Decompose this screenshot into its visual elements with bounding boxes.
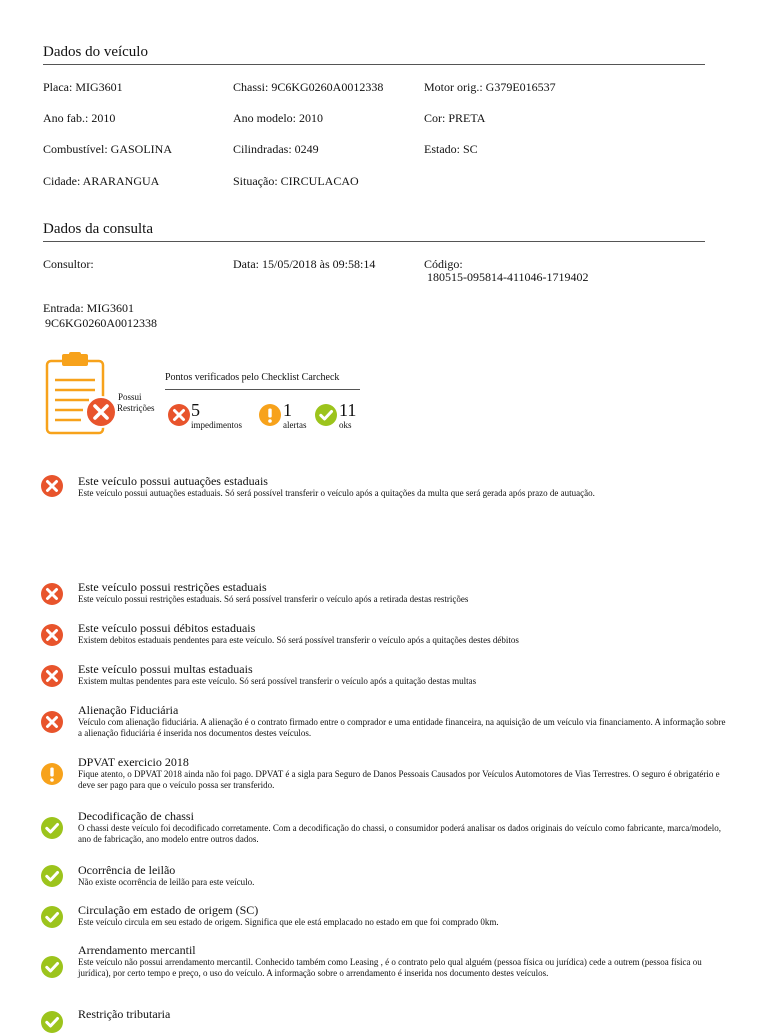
warning-icon: [39, 761, 65, 787]
check-item-desc: Existem multas pendentes para este veículo. Só será possível transferir o veículo após a quitação destas multas: [78, 676, 477, 686]
check-item-desc: Este veículo circula em seu estado de origem. Significa que ele está emplacado no estado em que foi comprado 0km.: [78, 917, 499, 927]
check-icon: [39, 1009, 65, 1035]
field-ano-modelo: Ano modelo: 2010: [233, 111, 323, 125]
restriction-status-line1: Possui: [118, 392, 142, 402]
field-codigo-value: 180515-095814-411046-1719402: [427, 270, 589, 284]
check-icon: [39, 954, 65, 980]
vehicle-section-title: Dados do veículo: [43, 44, 148, 60]
impedimentos-count: 5: [191, 400, 200, 420]
field-combustivel: Combustível: GASOLINA: [43, 142, 172, 156]
field-estado: Estado: SC: [424, 142, 478, 156]
section-divider: [43, 241, 705, 242]
alertas-label: alertas: [283, 420, 307, 430]
error-icon: [39, 663, 65, 689]
check-item-title: Decodificação de chassi: [78, 809, 194, 823]
alertas-icon: [257, 402, 283, 428]
field-entrada-chassi: 9C6KG0260A0012338: [45, 316, 158, 330]
checklist-divider: [165, 389, 360, 390]
check-item-title: Arrendamento mercantil: [78, 943, 196, 957]
check-item-title: Este veículo possui multas estaduais: [78, 662, 253, 676]
impedimentos-label: impedimentos: [191, 420, 242, 430]
alertas-count: 1: [283, 400, 292, 420]
field-entrada: Entrada: MIG3601: [43, 301, 134, 315]
check-item-desc: Veículo com alienação fiduciária. A alienação é o contrato firmado entre o comprador e uma entidade financeira, na aquisição de um veículo via financiamento. A informação sobre a alienação fiduciária é inserida nos documentos destes veículos.: [78, 717, 726, 738]
oks-count: 11: [339, 400, 357, 420]
check-item-title: Restrição tributaria: [78, 1007, 171, 1021]
field-motor: Motor orig.: G379E016537: [424, 80, 556, 94]
field-chassi: Chassi: 9C6KG0260A0012338: [233, 80, 384, 94]
oks-icon: [313, 402, 339, 428]
oks-label: oks: [339, 420, 352, 430]
field-codigo-label: Código:: [424, 257, 463, 271]
check-icon: [39, 863, 65, 889]
error-icon: [39, 709, 65, 735]
check-item-title: Ocorrência de leilão: [78, 863, 176, 877]
check-item-title: Alienação Fiduciária: [78, 703, 179, 717]
restriction-status-line2: Restrições: [117, 403, 155, 413]
check-item-desc: O chassi deste veículo foi decodificado corretamente. Com a decodificação do chassi, o consumidor poderá analisar os dados originais do veículo como fabricante, marca/modelo, ano de fabricação, ano modelo entre outros dados.: [78, 823, 722, 844]
field-cidade: Cidade: ARARANGUA: [43, 174, 160, 188]
field-placa: Placa: MIG3601: [43, 80, 123, 94]
field-ano-fab: Ano fab.: 2010: [43, 111, 116, 125]
field-cor: Cor: PRETA: [424, 111, 486, 125]
impedimentos-icon: [166, 402, 192, 428]
query-section-title: Dados da consulta: [43, 221, 153, 237]
field-situacao: Situação: CIRCULACAO: [233, 174, 359, 188]
field-data: Data: 15/05/2018 às 09:58:14: [233, 257, 376, 271]
field-consultor: Consultor:: [43, 257, 94, 271]
check-item-desc: Fique atento, o DPVAT 2018 ainda não foi pago. DPVAT é a sigla para Seguro de Danos Pessoais Causados por Veículos Automotores de Vias Terrestres. O seguro é obrigatério e deve ser pago para que o veículo possa ser transferido.: [78, 769, 720, 790]
restriction-status: [117, 392, 155, 414]
check-item-desc: Este veículo possui autuações estaduais. Só será possível transferir o veículo após a quitações da multa que será gerada após prazo de autuação.: [78, 488, 595, 498]
check-item-title: Circulação em estado de origem (SC): [78, 903, 259, 917]
error-icon: [39, 473, 65, 499]
check-item-desc: Não existe ocorrência de leilão para este veículo.: [78, 877, 255, 887]
clipboard-icon: [45, 352, 117, 436]
error-icon: [39, 581, 65, 607]
check-item-title: Este veículo possui débitos estaduais: [78, 621, 256, 635]
section-divider: [43, 64, 705, 65]
check-item-desc: Existem debitos estaduais pendentes para este veículo. Só será possível transferir o veículo após a quitações destes débitos: [78, 635, 519, 645]
check-icon: [39, 904, 65, 930]
error-icon: [39, 622, 65, 648]
check-icon: [39, 815, 65, 841]
check-item-title: Este veículo possui autuações estaduais: [78, 474, 268, 488]
check-item-desc: Este veículo não possui arrendamento mercantil. Conhecido também como Leasing , é o contrato pelo qual alguém (pessoa física ou jurídica) cede a outrem (pessoa física ou jurídica), por certo tempo e preço, o uso do veículo. A informação sobre o arrendamento é inserida nos documento destes veículos.: [78, 957, 702, 978]
check-item-desc: Este veículo possui restrições estaduais. Só será possível transferir o veículo após a retirada destas restrições: [78, 594, 469, 604]
checklist-title: Pontos verificados pelo Checklist Carcheck: [165, 372, 340, 383]
check-item-title: DPVAT exercicio 2018: [78, 755, 189, 769]
check-item-title: Este veículo possui restrições estaduais: [78, 580, 267, 594]
field-cilindradas: Cilindradas: 0249: [233, 142, 319, 156]
